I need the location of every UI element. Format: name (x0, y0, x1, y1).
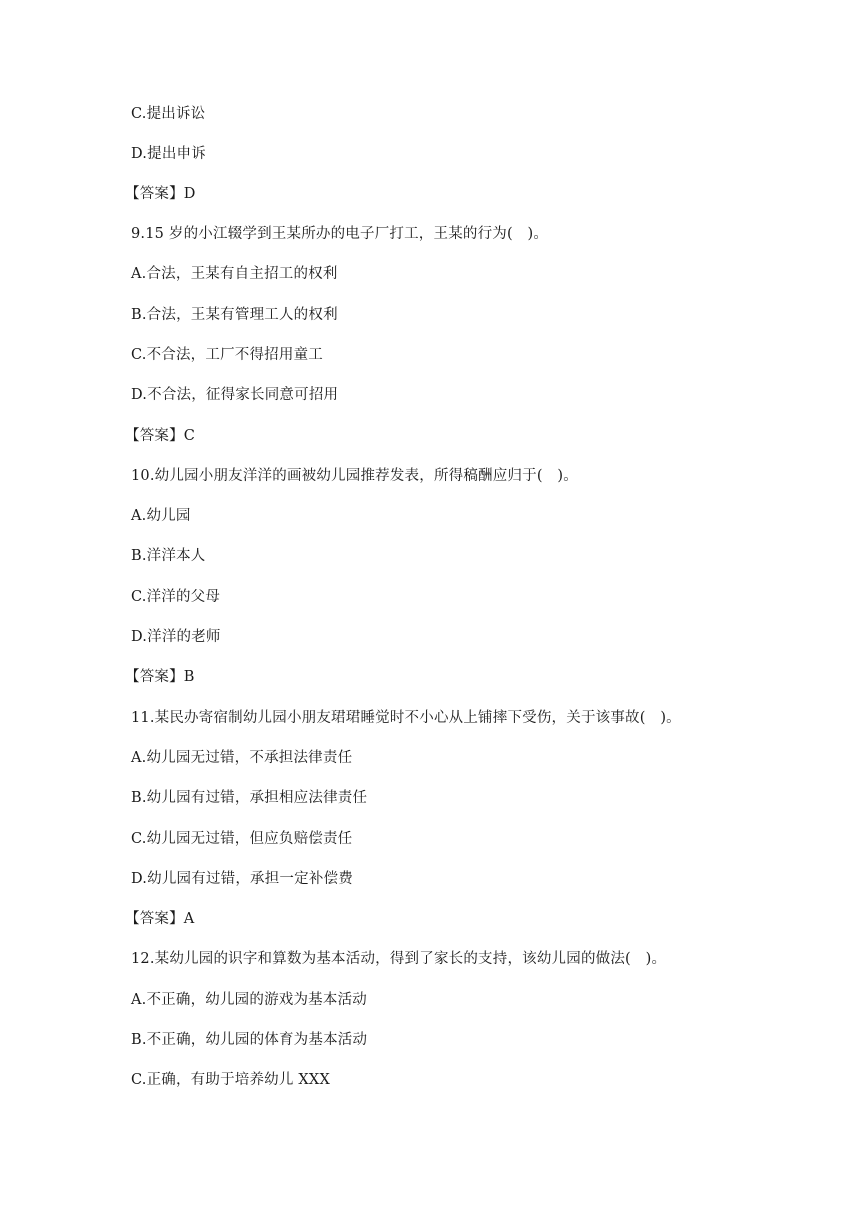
option-line: C.提出诉讼 (131, 106, 206, 122)
option-line: B.不正确，幼儿园的体育为基本活动 (131, 1032, 368, 1048)
option-line: C.幼儿园无过错，但应负赔偿责任 (131, 831, 353, 847)
option-line: C.洋洋的父母 (131, 589, 221, 605)
answer-line: 【答案】C (125, 428, 196, 444)
option-line: C.不合法，工厂不得招用童工 (131, 347, 323, 363)
option-line: A.合法，王某有自主招工的权利 (131, 266, 338, 282)
option-line: D.不合法，征得家长同意可招用 (131, 387, 339, 403)
question-line: 10.幼儿园小朋友洋洋的画被幼儿园推荐发表，所得稿酬应归于( )。 (131, 468, 578, 484)
question-line: 12.某幼儿园的识字和算数为基本活动，得到了家长的支持，该幼儿园的做法( )。 (131, 951, 667, 967)
answer-line: 【答案】D (125, 186, 196, 202)
option-line: A.不正确，幼儿园的游戏为基本活动 (131, 992, 367, 1008)
option-line: D.提出申诉 (131, 146, 206, 162)
option-line: B.洋洋本人 (131, 548, 206, 564)
answer-line: 【答案】B (125, 669, 195, 685)
option-line: C.正确，有助于培养幼儿 XXX (131, 1072, 330, 1088)
question-line: 9.15 岁的小江辍学到王某所办的电子厂打工，王某的行为( )。 (131, 226, 549, 242)
option-line: D.洋洋的老师 (131, 629, 221, 645)
answer-line: 【答案】A (125, 911, 195, 927)
question-line: 11.某民办寄宿制幼儿园小朋友珺珺睡觉时不小心从上铺摔下受伤，关于该事故( )。 (131, 710, 681, 726)
option-line: A.幼儿园 (131, 508, 191, 524)
option-line: B.幼儿园有过错，承担相应法律责任 (131, 790, 368, 806)
option-line: B.合法，王某有管理工人的权利 (131, 307, 338, 323)
option-line: A.幼儿园无过错，不承担法律责任 (131, 750, 353, 766)
option-line: D.幼儿园有过错，承担一定补偿费 (131, 871, 353, 887)
